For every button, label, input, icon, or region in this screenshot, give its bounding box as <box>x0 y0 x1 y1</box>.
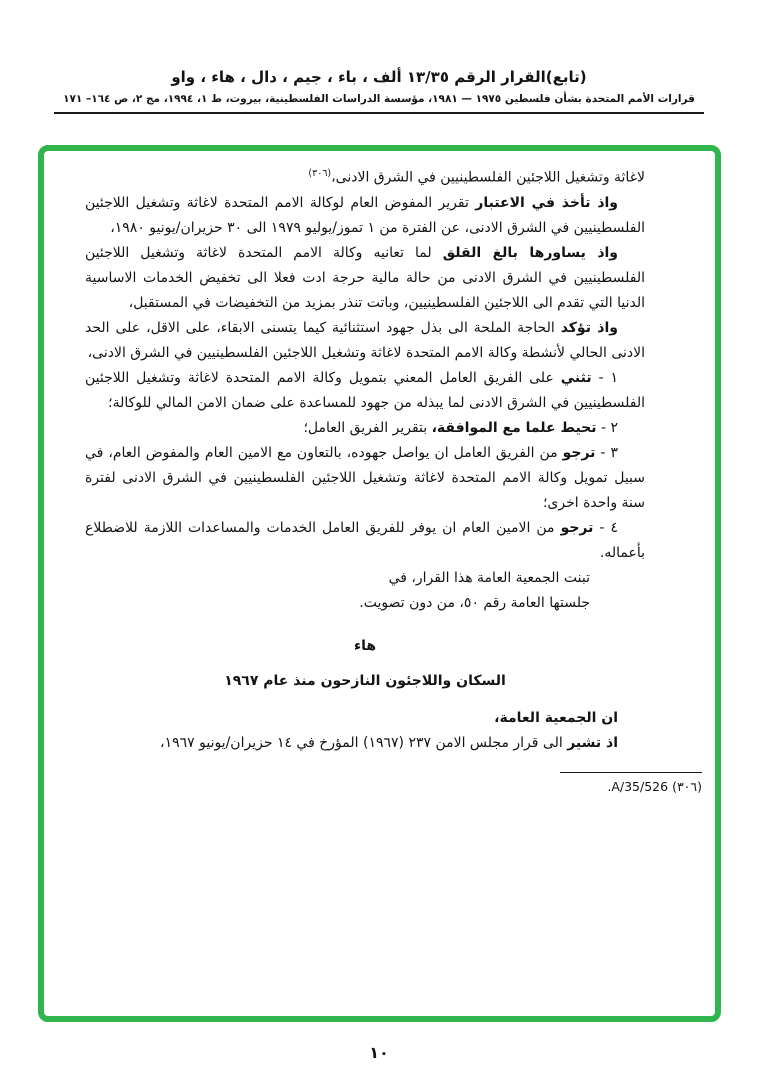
item-lead-1: تثني <box>560 369 592 386</box>
item-number-3: ٣ - <box>595 444 619 461</box>
preamble-paragraph-3 <box>85 316 645 366</box>
continuation-text: لاغاثة وتشغيل اللاجئين الفلسطينيين في الشرق الادنى، <box>331 169 645 186</box>
assembly-lead: ان الجمعية العامة، <box>494 709 618 726</box>
footnote-block <box>85 772 702 797</box>
preamble-lead-1: واذ تأخذ في الاعتبار <box>475 194 618 211</box>
footnote-reference: (٣٠٦) <box>308 168 332 179</box>
item-text-2: بتقرير الفريق العامل؛ <box>303 419 432 436</box>
item-lead-3: ترجو <box>562 444 596 461</box>
adoption-note: تبنت الجمعية العامة هذا القرار، في جلستها العامة رقم ٥٠، من دون تصويت. <box>359 569 590 611</box>
item-text-4: من الامين العام ان يوفر للفريق العامل الخدمات والمساعدات اللازمة للاضطلاع بأعماله. <box>85 519 645 561</box>
preamble-text-1: تقرير المفوض العام لوكالة الامم المتحدة لاغاثة وتشغيل اللاجئين الفلسطينيين في الشرق الادنى، عن الفترة من ١ تموز/يوليو ١٩٧٩ الى ٣٠ حزيران/يونيو ١٩٨٠، <box>85 194 645 236</box>
document-title: (تابع)القرار الرقم ١٣/٣٥ ألف ، باء ، جيم ، دال ، هاء ، واو <box>171 68 587 86</box>
footnote-divider <box>560 772 702 773</box>
item-number-1: ١ - <box>591 369 618 386</box>
preamble-lead-2: واذ يساورها بالغ القلق <box>442 244 619 261</box>
item-text-1: على الفريق العامل المعني بتمويل وكالة الامم المتحدة لاغاثة وتشغيل اللاجئين الفلسطينيين في الشرق الادنى لما يبذله من جهود للمساعدة على ضمان الامن المالي للوكالة؛ <box>85 369 645 411</box>
continuation-paragraph <box>85 161 645 191</box>
item-lead-4: ترجو <box>560 519 594 536</box>
section-title: السكان واللاجئون النازحون منذ عام ١٩٦٧ <box>224 672 506 689</box>
page-number: ١٠ <box>369 1043 389 1062</box>
preamble-text-2: لما تعانيه وكالة الامم المتحدة لاغاثة وتشغيل اللاجئين الفلسطينيين في الشرق الادنى من حالة مالية حرجة ادت فعلا الى تخفيض الخدمات الاساسية الدنيا التي تقدم الى اللاجئين الفلسطينيين، وباتت تنذر بمزيد من التخفيضات في المستقبل، <box>85 244 645 311</box>
item-text-3: من الفريق العامل ان يواصل جهوده، بالتعاون مع الامين العام والمفوض العام، في سبيل تمويل وكالة الامم المتحدة لاغاثة وتشغيل اللاجئين الفلسطينيين في الشرق الادنى لفترة سنة واحدة اخرى؛ <box>85 444 645 511</box>
assembly-lead-paragraph <box>85 706 645 731</box>
preamble-paragraph-1 <box>85 191 645 241</box>
operative-paragraph-4 <box>85 516 645 566</box>
resolution-body <box>44 151 715 797</box>
operative-paragraph-3 <box>85 441 645 516</box>
recall-lead: اذ تشير <box>567 734 618 751</box>
item-number-4: ٤ - <box>593 519 618 536</box>
operative-paragraph-2 <box>85 416 645 441</box>
section-letter: هاء <box>353 637 377 654</box>
preamble-text-3: الحاجة الملحة الى بذل جهود استثنائية كيما يتسنى الابقاء، على الاقل، على الحد الادنى الحالي لأنشطة وكالة الامم المتحدة لاغاثة وتشغيل اللاجئين الفلسطينيين في الشرق الادنى، <box>85 319 645 361</box>
highlight-frame <box>38 145 721 1022</box>
recall-text: الى قرار مجلس الامن ٢٣٧ (١٩٦٧) المؤرخ في ١٤ حزيران/يونيو ١٩٦٧، <box>160 734 568 751</box>
preamble-paragraph-2 <box>85 241 645 316</box>
document-header <box>0 0 758 114</box>
document-source-line: قرارات الأمم المتحدة بشأن فلسطين ١٩٧٥ — ١٩٨١، مؤسسة الدراسات الفلسطينية، بيروت، ط ١، ١٩٩٤، مج ٢، ص ١٦٤– ١٧١ <box>63 93 695 105</box>
footnote-text: (٣٠٦) A/35/526. <box>607 778 702 794</box>
item-number-2: ٢ - <box>596 419 618 436</box>
header-divider <box>54 112 704 114</box>
operative-paragraph-1 <box>85 366 645 416</box>
preamble-lead-3: واذ تؤكد <box>560 319 618 336</box>
recall-paragraph <box>85 731 645 756</box>
item-lead-2: تحيط علما مع الموافقة، <box>431 419 597 436</box>
